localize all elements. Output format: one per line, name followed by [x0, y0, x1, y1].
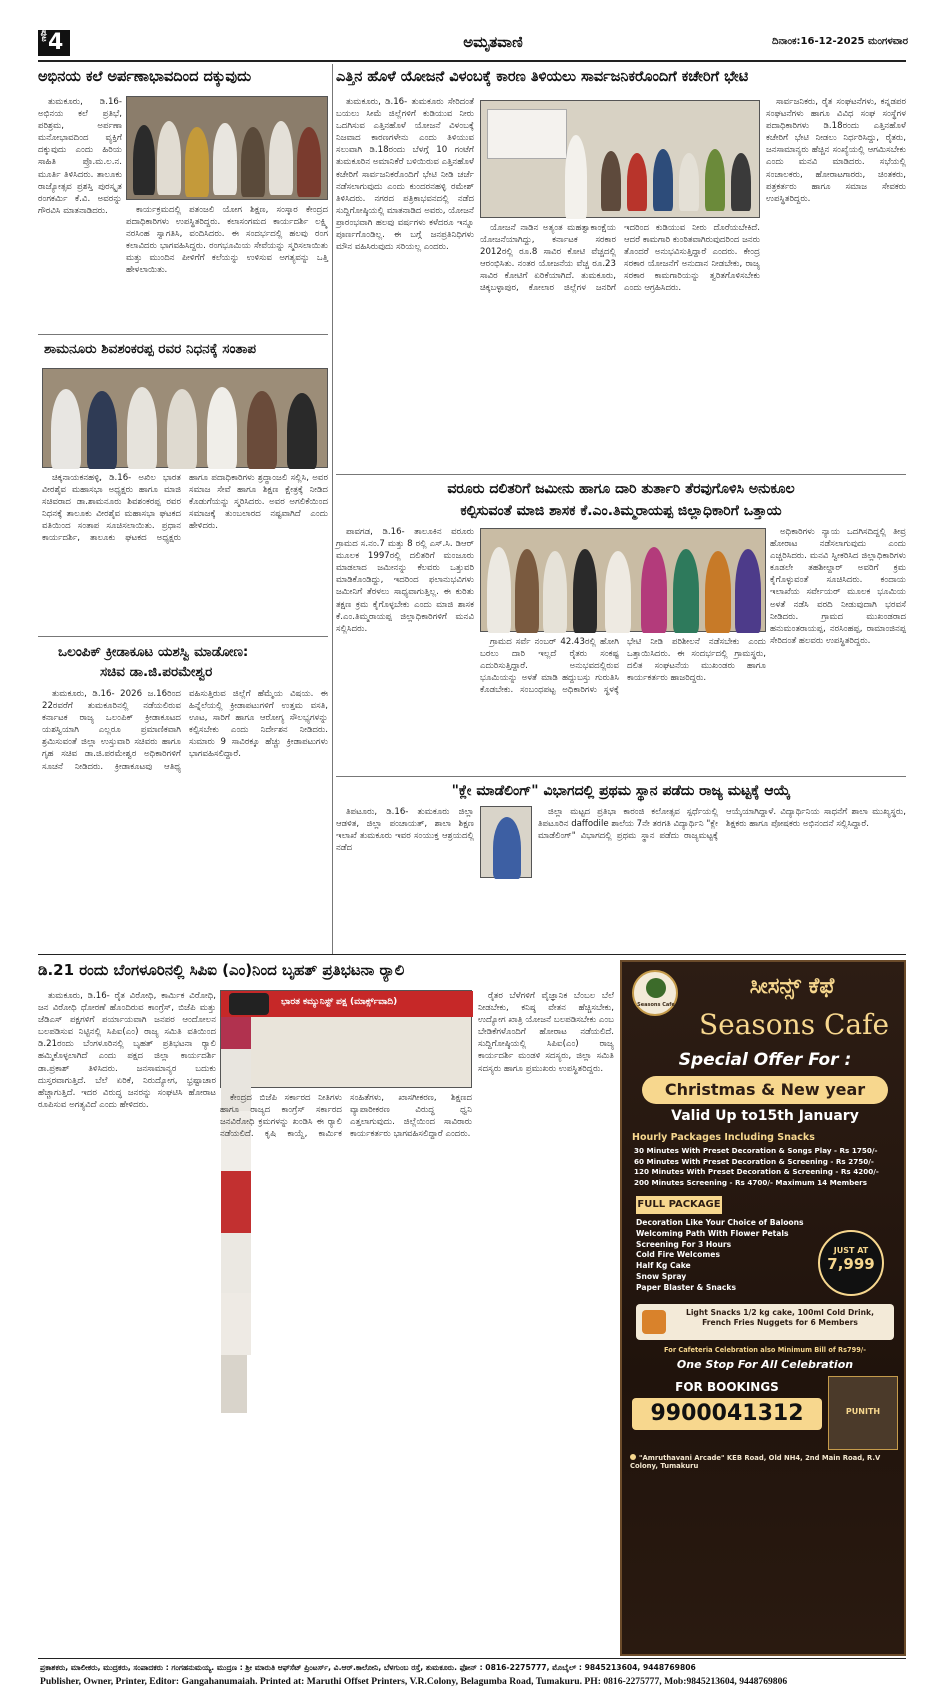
olympic-body: ತುಮಕೂರು, ಡಿ.16- 2026 ಜ.16ರಿಂದ 22ರವರೆಗೆ ತುಮಕೂರಿನಲ್ಲಿ ನಡೆಯಲಿರುವ ಕರ್ನಾಟಕ ರಾಜ್ಯ ಒಲಂಪಿಕ್ ಕ್ರೀಡಾಕೂಟದ ಯಶಸ್ವಿಯಾಗಿ ಎಲ್ಲರೂ ಪ್ರಮಾಣಿಕವಾಗಿ ಶ್ರಮಿಸುವಂತೆ ಜಿಲ್ಲಾ ಉಸ್ತುವಾರಿ ಸಚಿವರು ಹಾಗೂ ಗೃಹ ಸಚಿವ ಡಾ.ಜಿ.ಪರಮೇಶ್ವರ ಅಧಿಕಾರಿಗಳಿಗೆ ಸೂಚನೆ ನೀಡಿದರು. ಕ್ರೀಡಾಕೂಟವು ಆತಿಥ್ಯ ವಹಿಸುತ್ತಿರುವ ಜಿಲ್ಲೆಗೆ ಹೆಮ್ಮೆಯ ವಿಷಯ. ಈ ಹಿನ್ನೆಲೆಯಲ್ಲಿ ಕ್ರೀಡಾಪಟುಗಳಿಗೆ ಉತ್ತಮ ವಸತಿ, ಊಟ, ಸಾರಿಗೆ ಹಾಗೂ ಆರೋಗ್ಯ ಸೌಲಭ್ಯಗಳನ್ನು ಕಲ್ಪಿಸಬೇಕು ಎಂದು ನಿರ್ದೇಶನ ನೀಡಿದರು. ಸುಮಾರು 9 ಸಾವಿರಕ್ಕೂ ಹೆಚ್ಚು ಕ್ರೀಡಾಪಟುಗಳು ಭಾಗವಹಿಸಲಿದ್ದಾರೆ.: [42, 689, 328, 772]
snacks-text: Light Snacks 1/2 kg cake, 100ml Cold Drink, French Fries Nuggets for 6 Members: [685, 1308, 874, 1327]
varuru-headline-2: ಕಲ್ಪಿಸುವಂತೆ ಮಾಜಿ ಶಾಸಕ ಕೆ.ಎಂ.ತಿಮ್ಮರಾಯಪ್ಪ ಜಿಲ್ಲಾಧಿಕಾರಿಗೆ ಒತ್ತಾಯ: [460, 503, 782, 519]
ettina-body-2: ಯೋಜನೆ ನಾಡಿನ ಅತ್ಯಂತ ಮಹತ್ವಾಕಾಂಕ್ಷೆಯ ಯೋಜನೆಯಾಗಿದ್ದು, ಕರ್ನಾಟಕ ಸರಕಾರ 2012ರಲ್ಲಿ ರೂ.8 ಸಾವಿರ ಕೋಟಿ ವೆಚ್ಚದಲ್ಲಿ ಆರಂಭಿಸಿತು. ನಂತರ ಯೋಜನೆಯ ವೆಚ್ಚ ರೂ.23 ಸಾವಿರ ಕೋಟಿಗೆ ಏರಿಕೆಯಾಗಿದೆ. ತುಮಕೂರು, ಚಿಕ್ಕಬಳ್ಳಾಪುರ, ಕೋಲಾರ ಜಿಲ್ಲೆಗಳ ಜನರಿಗೆ ಇದರಿಂದ ಕುಡಿಯುವ ನೀರು ದೊರೆಯಬೇಕಿದೆ. ಆದರೆ ಕಾಮಗಾರಿ ಕುಂಠಿತವಾಗಿರುವುದರಿಂದ ಜನರು ತೊಂದರೆ ಅನುಭವಿಸುತ್ತಿದ್ದಾರೆ ಎಂದರು. ಕೇಂದ್ರ ಸರಕಾರ ಯೋಜನೆಗೆ ಅನುದಾನ ನೀಡಬೇಕು, ರಾಜ್ಯ ಸರಕಾರ ಕಾಮಗಾರಿಯನ್ನು ತ್ವರಿತಗೊಳಿಸಬೇಕು ಎಂದು ಆಗ್ರಹಿಸಿದರು.: [480, 223, 760, 294]
portrait-icon: [229, 993, 269, 1015]
masthead: [38, 28, 906, 58]
snack-icon: [642, 1310, 666, 1334]
column-rule: [332, 64, 333, 954]
ad-title-kannada: ಸೀಸನ್ಸ್ ಕೆಫೆ: [749, 974, 835, 999]
phone-number: 9900041312: [632, 1398, 822, 1430]
full-item: Screening For 3 Hours: [636, 1239, 732, 1249]
shamanur-photo: [42, 368, 328, 468]
varuru-body-3: ಅಧಿಕಾರಿಗಳು ನ್ಯಾಯ ಒದಗಿಸದಿದ್ದಲ್ಲಿ ತೀವ್ರ ಹೋರಾಟ ನಡೆಸಲಾಗುವುದು ಎಂದು ಎಚ್ಚರಿಸಿದರು. ಮನವಿ ಸ್ವೀಕರಿಸಿದ ಜಿಲ್ಲಾಧಿಕಾರಿಗಳು ಕೂಡಲೇ ತಹಶೀಲ್ದಾರ್ ಅವರಿಗೆ ಕ್ರಮ ಕೈಗೊಳ್ಳುವಂತೆ ಸೂಚಿಸಿದರು. ಕಂದಾಯ ಇಲಾಖೆಯ ಸರ್ವೇಯರ್ ಮೂಲಕ ಭೂಮಿಯ ಅಳತೆ ನಡೆಸಿ ವರದಿ ನೀಡುವುದಾಗಿ ಭರವಸೆ ನೀಡಿದರು. ಗ್ರಾಮದ ಮುಖಂಡರಾದ ಹನುಮಂತರಾಯಪ್ಪ, ನರಸಿಂಹಪ್ಪ, ರಾಮಾಂಜಿನಪ್ಪ ಸೇರಿದಂತೆ ಹಲವರು ಉಪಸ್ಥಿತರಿದ್ದರು.: [770, 527, 906, 646]
full-item: Decoration Like Your Choice of Baloons: [636, 1218, 804, 1227]
header-rule: [38, 60, 906, 62]
celebration-note: For Cafeteria Celebration also Minimum Bill of Rs799/-: [664, 1346, 866, 1354]
hourly-packages: [634, 1146, 898, 1188]
ettina-body-3: ಸಾರ್ವಜನಿಕರು, ರೈತ ಸಂಘಟನೆಗಳು, ಕನ್ನಡಪರ ಸಂಘಟನೆಗಳು ಹಾಗೂ ವಿವಿಧ ಸಂಘ ಸಂಸ್ಥೆಗಳ ಪದಾಧಿಕಾರಿಗಳು ಡಿ.18ರಂದು ಎತ್ತಿನಹೊಳೆ ಕಚೇರಿಗೆ ಭೇಟಿ ನೀಡಲು ನಿರ್ಧರಿಸಿದ್ದು, ರೈತರು, ಜನಸಾಮಾನ್ಯರು ಹೆಚ್ಚಿನ ಸಂಖ್ಯೆಯಲ್ಲಿ ಆಗಮಿಸಬೇಕು ಎಂದು ಮನವಿ ಮಾಡಿದರು. ಸಭೆಯಲ್ಲಿ ಸಂಚಾಲಕರು, ಹೋರಾಟಗಾರರು, ಚಿಂತಕರು, ಪತ್ರಕರ್ತರು ಹಾಗೂ ಸಮಾಜ ಸೇವಕರು ಉಪಸ್ಥಿತರಿದ್ದರು.: [766, 97, 906, 204]
location-pin-icon: [630, 1454, 636, 1460]
signboard: PUNITH: [845, 1407, 881, 1416]
cafe-photo: [828, 1376, 898, 1450]
tree-icon: [646, 978, 666, 998]
imprint-kannada: ಪ್ರಕಾಶಕರು, ಮಾಲೀಕರು, ಮುದ್ರಕರು, ಸಂಪಾದಕರು : ಗಂಗಹನುಮಯ್ಯ. ಮುದ್ರಣ : ಶ್ರೀ ಮಾರುತಿ ಆಫ್‍ಸೆಟ್ ಪ್ರಿಂಟರ್ಸ್, ವಿ.ಆರ್.ಕಾಲೋನಿ, ಬೆಳಗುಂಬ ರಸ್ತೆ, ತುಮಕೂರು. ಫೋನ್ : 0816-2275777, ಮೊಬೈಲ್ : 9845213604, 9448769806: [40, 1663, 696, 1672]
full-item: Paper Blaster & Snacks: [636, 1282, 737, 1292]
page-number-box: [38, 30, 70, 56]
logo-text: Seasons Cafe: [637, 1002, 675, 1008]
cpim-body-1: ತುಮಕೂರು, ಡಿ.16- ರೈತ ವಿರೋಧಿ, ಕಾರ್ಮಿಕ ವಿರೋಧಿ, ಜನ ವಿರೋಧಿ ಧೋರಣೆ ಹೊಂದಿರುವ ಕಾಂಗ್ರೆಸ್, ಬಿಜೆಪಿ ಮತ್ತು ಜೆಡಿಎಸ್ ಪಕ್ಷಗಳಿಗೆ ಪರ್ಯಾಯವಾಗಿ ಜನಪರ ಆಂದೋಲನ ಬಲಪಡಿಸುವ ನಿಟ್ಟಿನಲ್ಲಿ ಸಿಪಿಐ(ಎಂ) ರಾಜ್ಯ ಸಮಿತಿ ವತಿಯಿಂದ ಡಿ.21ರಂದು ಬೆಂಗಳೂರಿನಲ್ಲಿ ಬೃಹತ್ ಪ್ರತಿಭಟನಾ ರ್‍ಯಾಲಿ ಹಮ್ಮಿಕೊಳ್ಳಲಾಗಿದೆ ಎಂದು ಪಕ್ಷದ ಜಿಲ್ಲಾ ಕಾರ್ಯದರ್ಶಿ ಡಾ.ಪ್ರಕಾಶ್ ತಿಳಿಸಿದರು. ಜನಸಾಮಾನ್ಯರ ಬದುಕು ದುಸ್ತರವಾಗುತ್ತಿದೆ. ಬೆಲೆ ಏರಿಕೆ, ನಿರುದ್ಯೋಗ, ಭ್ರಷ್ಟಾಚಾರ ಹೆಚ್ಚಾಗುತ್ತಿದೆ. ಇದರ ವಿರುದ್ಧ ಜನರನ್ನು ಸಂಘಟಿಸಿ ಹೋರಾಟ ರೂಪಿಸುವ ಅಗತ್ಯವಿದೆ ಎಂದು ಹೇಳಿದರು.: [38, 991, 216, 1110]
divider: [336, 474, 906, 475]
full-item: Snow Spray: [636, 1271, 687, 1281]
for-bookings: FOR BOOKINGS: [675, 1380, 779, 1394]
ettina-headline: ಎತ್ತಿನ ಹೊಳೆ ಯೋಜನೆ ವಿಳಂಬಕ್ಕೆ ಕಾರಣ ತಿಳಿಯಲು ಸಾರ್ವಜನಿಕರೊಂದಿಗೆ ಕಚೇರಿಗೆ ಭೇಟಿ: [336, 69, 749, 85]
full-package-items: [636, 1218, 810, 1294]
ad-occasion: Christmas & New year: [642, 1076, 888, 1104]
page-label: ಪುಟ: [40, 30, 49, 42]
ad-address: [630, 1454, 898, 1470]
cpim-headline: ಡಿ.21 ರಂದು ಬೆಂಗಳೂರಿನಲ್ಲಿ ಸಿಪಿಐ (ಎಂ)ನಿಂದ ಬೃಹತ್ ಪ್ರತಿಭಟನಾ ರ್‍ಯಾಲಿ: [38, 961, 405, 979]
ettina-photo: [480, 100, 760, 218]
clay-headline: "ಕ್ಲೇ ಮಾಡೆಲಿಂಗ್" ವಿಭಾಗದಲ್ಲಿ ಪ್ರಥಮ ಸ್ಥಾನ ಪಡೆದು ರಾಜ್ಯ ಮಟ್ಟಕ್ಕೆ ಆಯ್ಕೆ: [451, 783, 791, 799]
bookings-box: [632, 1380, 822, 1446]
full-item: Welcoming Path With Flower Petals: [636, 1228, 789, 1238]
full-item: Half Kg Cake: [636, 1261, 691, 1271]
divider: [38, 636, 328, 637]
varuru-body-2: ಗ್ರಾಮದ ಸರ್ವೆ ನಂಬರ್ 42.43ರಲ್ಲಿ ಹೋಗಿ ಬರಲು ದಾರಿ ಇಲ್ಲದೆ ರೈತರು ಸಂಕಷ್ಟ ಎದುರಿಸುತ್ತಿದ್ದಾರೆ. ಅನುಭವದಲ್ಲಿರುವ ಭೂಮಿಯನ್ನು ಅಳತೆ ಮಾಡಿ ಹದ್ದುಬಸ್ತು ಗುರುತಿಸಿ ಕೊಡಬೇಕು. ಸಂಬಂಧಪಟ್ಟ ಅಧಿಕಾರಿಗಳು ಸ್ಥಳಕ್ಕೆ ಭೇಟಿ ನೀಡಿ ಪರಿಶೀಲನೆ ನಡೆಸಬೇಕು ಎಂದು ಒತ್ತಾಯಿಸಿದರು. ಈ ಸಂದರ್ಭದಲ್ಲಿ ಗ್ರಾಮಸ್ಥರು, ದಲಿತ ಸಂಘಟನೆಯ ಮುಖಂಡರು ಹಾಗೂ ಕಾರ್ಯಕರ್ತರು ಹಾಜರಿದ್ದರು.: [480, 637, 766, 696]
footer-rule: [38, 1658, 906, 1659]
imprint-english: Publisher, Owner, Printer, Editor: Gangahanumaiah. Printed at: Maruthi Offset Printers, V.R.Colony, Belagumba Road, Tumakuru. PH: 0816-2275777, Mob:9845213604, 9448769806: [40, 1676, 788, 1687]
shamanur-body: ಚಿಕ್ಕನಾಯಕನಹಳ್ಳಿ, ಡಿ.16- ಅಖಿಲ ಭಾರತ ವೀರಶೈವ ಮಹಾಸಭಾ ಅಧ್ಯಕ್ಷರು ಹಾಗೂ ಮಾಜಿ ಸಚಿವರಾದ ಡಾ.ಶಾಮನೂರು ಶಿವಶಂಕರಪ್ಪ ರವರ ನಿಧನಕ್ಕೆ ತಾಲೂಕು ವೀರಶೈವ ಮಹಾಸಭಾ ಘಟಕದ ವತಿಯಿಂದ ಸಂತಾಪ ಸೂಚಿಸಲಾಯಿತು. ಪ್ರಧಾನ ಕಾರ್ಯದರ್ಶಿ, ತಾಲೂಕು ಘಟಕದ ಅಧ್ಯಕ್ಷರು ಹಾಗೂ ಪದಾಧಿಕಾರಿಗಳು ಶ್ರದ್ಧಾಂಜಲಿ ಸಲ್ಲಿಸಿ, ಅವರ ಸಮಾಜ ಸೇವೆ ಹಾಗೂ ಶಿಕ್ಷಣ ಕ್ಷೇತ್ರಕ್ಕೆ ನೀಡಿದ ಕೊಡುಗೆಯನ್ನು ಸ್ಮರಿಸಿದರು. ಅವರ ಅಗಲಿಕೆಯಿಂದ ಸಮಾಜಕ್ಕೆ ತುಂಬಲಾರದ ನಷ್ಟವಾಗಿದೆ ಎಂದು ಹೇಳಿದರು.: [42, 473, 328, 544]
shamanur-headline: ಶಾಮನೂರು ಶಿವಶಂಕರಪ್ಪ ರವರ ನಿಧನಕ್ಕೆ ಸಂತಾಪ: [44, 341, 257, 357]
package-item: 60 Minutes With Preset Decoration & Screening - Rs 2750/-: [634, 1156, 874, 1166]
price: 7,999: [827, 1255, 875, 1273]
cpim-body-2: ಕೇಂದ್ರದ ಬಿಜೆಪಿ ಸರ್ಕಾರದ ನೀತಿಗಳು ಹಾಗೂ ರಾಜ್ಯದ ಕಾಂಗ್ರೆಸ್ ಸರ್ಕಾರದ ಜನವಿರೋಧಿ ಕ್ರಮಗಳನ್ನು ಖಂಡಿಸಿ ಈ ರ್‍ಯಾಲಿ ನಡೆಯಲಿದೆ. ಕೃಷಿ ಕಾಯ್ದೆ, ಕಾರ್ಮಿಕ ಸಂಹಿತೆಗಳು, ಖಾಸಗೀಕರಣ, ಶಿಕ್ಷಣದ ವ್ಯಾಪಾರೀಕರಣ ವಿರುದ್ಧ ಧ್ವನಿ ಎತ್ತಲಾಗುವುದು. ಜಿಲ್ಲೆಯಿಂದ ಸಾವಿರಾರು ಕಾರ್ಯಕರ್ತರು ಭಾಗವಹಿಸಲಿದ್ದಾರೆ ಎಂದರು.: [220, 1093, 472, 1140]
ettina-body-1: ತುಮಕೂರು, ಡಿ.16- ತುಮಕೂರು ಸೇರಿದಂತೆ ಬಯಲು ಸೀಮೆ ಜಿಲ್ಲೆಗಳಿಗೆ ಕುಡಿಯುವ ನೀರು ಒದಗಿಸುವ ಎತ್ತಿನಹೊಳೆ ಯೋಜನೆ ವಿಳಂಬಕ್ಕೆ ನಿಜವಾದ ಕಾರಣಗಳೇನು ಎಂದು ತಿಳಿಯುವ ಸಲುವಾಗಿ ಡಿ.18ರಂದು ಬೆಳಗ್ಗೆ 10 ಗಂಟೆಗೆ ತುಮಕೂರಿನ ಅಮಾನಿಕೆರೆ ಬಳಿಯಿರುವ ಎತ್ತಿನಹೊಳೆ ಕಚೇರಿಗೆ ಸಾರ್ವಜನಿಕರೊಂದಿಗೆ ಭೇಟಿ ನೀಡಿ ಚರ್ಚೆ ನಡೆಸಲಾಗುವುದು ಎಂದು ಕುಂದರನಹಳ್ಳಿ ರಮೇಶ್ ತಿಳಿಸಿದರು. ನಗರದ ಪತ್ರಿಕಾಭವನದಲ್ಲಿ ನಡೆದ ಸುದ್ದಿಗೋಷ್ಠಿಯಲ್ಲಿ ಮಾತನಾಡಿದ ಅವರು, ಯೋಜನೆ ಪ್ರಾರಂಭವಾಗಿ ಹಲವು ವರ್ಷಗಳು ಕಳೆದರೂ ಇನ್ನೂ ಪೂರ್ಣಗೊಂಡಿಲ್ಲ. ಈ ಬಗ್ಗೆ ಜನಪ್ರತಿನಿಧಿಗಳು ಮೌನ ವಹಿಸಿರುವುದು ಸರಿಯಲ್ಲ ಎಂದರು.: [336, 97, 474, 253]
abhinaya-photo: [126, 96, 328, 200]
olympic-headline-2: ಸಚಿವ ಡಾ.ಜಿ.ಪರಮೇಶ್ವರ: [100, 664, 213, 680]
cpim-photo: [220, 990, 472, 1088]
seasons-cafe-ad: [620, 960, 906, 1656]
cpim-body-3: ರೈತರ ಬೆಳೆಗಳಿಗೆ ವೈಜ್ಞಾನಿಕ ಬೆಂಬಲ ಬೆಲೆ ನೀಡಬೇಕು, ಕನಿಷ್ಠ ವೇತನ ಹೆಚ್ಚಿಸಬೇಕು, ಉದ್ಯೋಗ ಖಾತ್ರಿ ಯೋಜನೆ ಬಲಪಡಿಸಬೇಕು ಎಂಬ ಬೇಡಿಕೆಗಳೊಂದಿಗೆ ಹೋರಾಟ ನಡೆಯಲಿದೆ. ಸುದ್ದಿಗೋಷ್ಠಿಯಲ್ಲಿ ಸಿಪಿಐ(ಎಂ) ರಾಜ್ಯ ಕಾರ್ಯದರ್ಶಿ ಮಂಡಳಿ ಸದಸ್ಯರು, ಜಿಲ್ಲಾ ಸಮಿತಿ ಸದಸ್ಯರು ಹಾಗೂ ಪ್ರಮುಖರು ಉಪಸ್ಥಿತರಿದ್ದರು.: [478, 991, 614, 1074]
divider: [38, 334, 328, 335]
olympic-headline-1: ಒಲಂಪಿಕ್ ಕ್ರೀಡಾಕೂಟ ಯಶಸ್ವಿ ಮಾಡೋಣ:: [58, 644, 249, 660]
package-item: 30 Minutes With Preset Decoration & Songs Play - Rs 1750/-: [634, 1146, 878, 1155]
varuru-photo: [480, 528, 766, 632]
full-package-label: FULL PACKAGE: [636, 1196, 722, 1214]
abhinaya-body-1: ತುಮಕೂರು, ಡಿ.16- ಅಭಿನಯ ಕಲೆ ಪ್ರತಿಭೆ, ಪರಿಶ್ರಮ, ಅರ್ಪಣಾ ಮನೋಭಾವದಿಂದ ವ್ಯಕ್ತಿಗೆ ದಕ್ಕುವುದು ಎಂದು ಹಿರಿಯ ಸಾಹಿತಿ ಪ್ರೊ.ಮ.ಲ.ನ. ಮೂರ್ತಿ ತಿಳಿಸಿದರು. ತಾಲೂಕು ರಾಜ್ಯೋತ್ಸವ ಪ್ರಶಸ್ತಿ ಪುರಸ್ಕೃತ ರಂಗಕರ್ಮಿ ಕೆ.ವಿ. ಅವರನ್ನು ಗೌರವಿಸಿ ಮಾತನಾಡಿದರು.: [38, 97, 122, 216]
section-rule: [38, 954, 906, 955]
price-badge: [818, 1230, 884, 1296]
hourly-heading: Hourly Packages Including Snacks: [632, 1132, 815, 1143]
varuru-headline-1: ವರೂರು ದಲಿತರಿಗೆ ಜಮೀನು ಹಾಗೂ ದಾರಿ ತುರ್ತಾರಿ ತೆರವುಗೊಳಿಸಿ ಅನುಕೂಲ: [447, 481, 795, 497]
address-text: "Amruthavani Arcade" KEB Road, Old NH4, 2nd Main Road, R.V Colony, Tumakuru: [630, 1454, 881, 1470]
cafe-logo: [632, 970, 678, 1016]
paper-name: ಅಮೃತವಾಣಿ: [463, 33, 523, 51]
ad-special: Special Offer For :: [678, 1050, 852, 1070]
ad-title-english: Seasons Cafe: [698, 1008, 890, 1041]
varuru-body-1: ಪಾವಗಡ, ಡಿ.16- ತಾಲೂಕಿನ ವರೂರು ಗ್ರಾಮದ ಸ.ನಂ.7 ಮತ್ತು 8 ರಲ್ಲಿ ಎಸ್.ಸಿ. ಡಿಆರ್ ಮೂಲಕ 1997ರಲ್ಲಿ ದಲಿತರಿಗೆ ಮಂಜೂರು ಮಾಡಲಾದ ಜಮೀನನ್ನು ಕೆಲವರು ಒತ್ತುವರಿ ಮಾಡಿಕೊಂಡಿದ್ದು, ಇದರಿಂದ ಫಲಾನುಭವಿಗಳು ಜಮೀನಿಗೆ ತೆರಳಲು ಸಾಧ್ಯವಾಗುತ್ತಿಲ್ಲ. ಈ ಕುರಿತು ತಕ್ಷಣ ಕ್ರಮ ಕೈಗೊಳ್ಳಬೇಕು ಎಂದು ಮಾಜಿ ಶಾಸಕ ಕೆ.ಎಂ.ತಿಮ್ಮರಾಯಪ್ಪ ಜಿಲ್ಲಾಧಿಕಾರಿಗಳಿಗೆ ಮನವಿ ಸಲ್ಲಿಸಿದರು.: [336, 527, 474, 634]
ad-valid: Valid Up to15th January: [671, 1108, 859, 1124]
just-at: JUST AT: [833, 1246, 869, 1255]
clay-body-1: ತಿಪಟೂರು, ಡಿ.16- ತುಮಕೂರು ಜಿಲ್ಲಾ ಆಡಳಿತ, ಜಿಲ್ಲಾ ಪಂಚಾಯತ್, ಶಾಲಾ ಶಿಕ್ಷಣ ಇಲಾಖೆ ತುಮಕೂರು ಇವರ ಸಂಯುಕ್ತ ಆಶ್ರಯದಲ್ಲಿ ನಡೆದ: [336, 807, 474, 854]
snacks-box: [636, 1304, 894, 1340]
cpim-banner: [221, 991, 473, 1017]
page-number: 4: [48, 30, 64, 55]
clay-student-photo: [480, 806, 532, 878]
package-item: 200 Minutes Screening - Rs 4700/- Maximum 14 Members: [634, 1177, 868, 1187]
one-stop: One Stop For All Celebration: [676, 1358, 854, 1371]
cpim-banner-text: ಭಾರತ ಕಮ್ಯುನಿಸ್ಟ್ ಪಕ್ಷ (ಮಾರ್ಕ್ಸ್‌ವಾದಿ): [281, 997, 398, 1007]
divider: [336, 776, 906, 777]
abhinaya-headline: ಅಭಿನಯ ಕಲೆ ಅರ್ಪಣಾಭಾವದಿಂದ ದಕ್ಕುವುದು: [38, 69, 252, 85]
date-line: ದಿನಾಂಕ:16-12-2025 ಮಂಗಳವಾರ: [772, 36, 908, 47]
full-item: Cold Fire Welcomes: [636, 1250, 720, 1260]
package-item: 120 Minutes With Preset Decoration & Screening - Rs 4200/-: [634, 1167, 879, 1176]
abhinaya-body-2: ಕಾರ್ಯಕ್ರಮದಲ್ಲಿ ಪತಂಜಲಿ ಯೋಗ ಶಿಕ್ಷಣ, ಸಂಸ್ಕಾರ ಕೇಂದ್ರದ ಪದಾಧಿಕಾರಿಗಳು ಉಪಸ್ಥಿತರಿದ್ದರು. ಕಲಾಸಂಗಮದ ಕಾರ್ಯದರ್ಶಿ ಲಕ್ಷ್ಮಿ ನರಸಿಂಹ ಸ್ವಾಗತಿಸಿ, ವಂದಿಸಿದರು. ಈ ಸಂದರ್ಭದಲ್ಲಿ ಹಲವು ರಂಗ ಕಲಾವಿದರು ಭಾಗವಹಿಸಿದ್ದರು. ರಂಗಭೂಮಿಯ ಸೇವೆಯನ್ನು ಸ್ಮರಿಸಲಾಯಿತು ಮತ್ತು ಮುಂದಿನ ಪೀಳಿಗೆಗೆ ಕಲೆಯನ್ನು ಉಳಿಸುವ ಅಗತ್ಯವನ್ನು ಒತ್ತಿ ಹೇಳಲಾಯಿತು.: [126, 205, 328, 276]
clay-body-2: ಜಿಲ್ಲಾ ಮಟ್ಟದ ಪ್ರತಿಭಾ ಕಾರಂಜಿ ಕಲೋತ್ಸವ ಸ್ಪರ್ಧೆಯಲ್ಲಿ ತಿಪಟೂರಿನ daffodile ಶಾಲೆಯ 7ನೇ ತರಗತಿ ವಿದ್ಯಾರ್ಥಿನಿ "ಕ್ಲೇ ಮಾಡೆಲಿಂಗ್" ವಿಭಾಗದಲ್ಲಿ ಪ್ರಥಮ ಸ್ಥಾನ ಪಡೆದು ರಾಜ್ಯಮಟ್ಟಕ್ಕೆ ಆಯ್ಕೆಯಾಗಿದ್ದಾಳೆ. ವಿದ್ಯಾರ್ಥಿನಿಯ ಸಾಧನೆಗೆ ಶಾಲಾ ಮುಖ್ಯಸ್ಥರು, ಶಿಕ್ಷಕರು ಹಾಗೂ ಪೋಷಕರು ಅಭಿನಂದನೆ ಸಲ್ಲಿಸಿದ್ದಾರೆ.: [538, 807, 906, 842]
